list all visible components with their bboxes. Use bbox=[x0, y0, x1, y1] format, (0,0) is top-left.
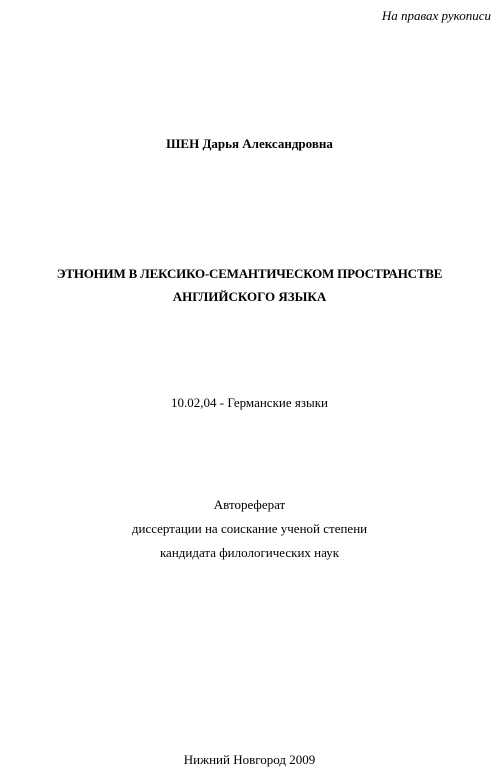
specialty-code: 10.02,04 - Германские языки bbox=[171, 395, 328, 410]
abstract-purpose: диссертации на соискание ученой степени bbox=[131, 521, 368, 536]
rights-note: На правах рукописи bbox=[381, 8, 491, 23]
author-name: ШЕН Дарья Александровна bbox=[166, 136, 333, 151]
abstract-degree: кандидата филологических наук bbox=[159, 545, 340, 560]
dissertation-title-line-1: ЭТНОНИМ В ЛЕКСИКО-СЕМАНТИЧЕСКОМ ПРОСТРАНСТВЕ bbox=[56, 266, 443, 281]
city-year: Нижний Новгород 2009 bbox=[183, 752, 316, 767]
dissertation-title-line-2: АНГЛИЙСКОГО ЯЗЫКА bbox=[172, 289, 327, 304]
abstract-label: Автореферат bbox=[213, 497, 286, 512]
